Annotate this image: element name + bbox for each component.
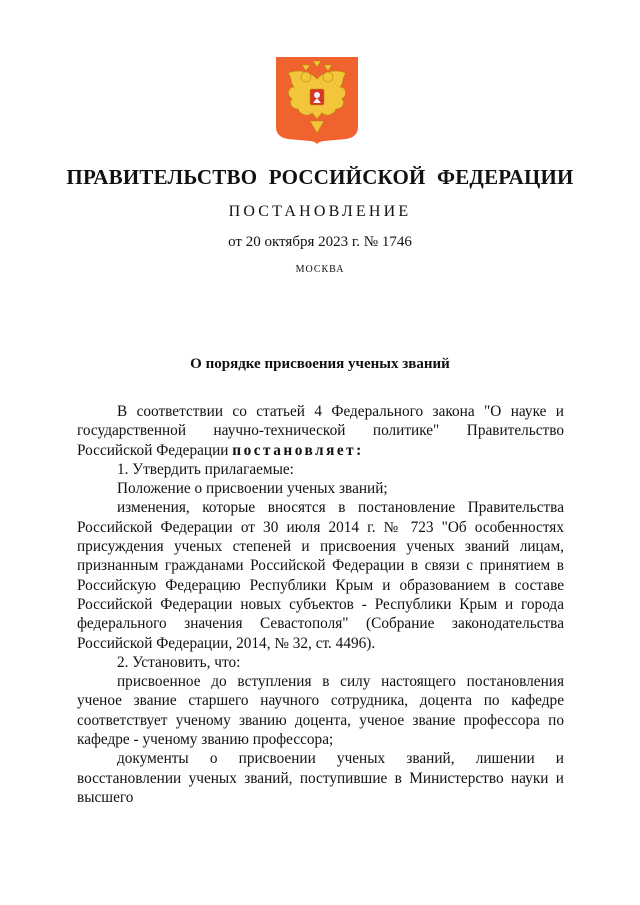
paragraph-item-1: 1. Утвердить прилагаемые:	[117, 460, 294, 478]
paragraph-preamble	[77, 402, 564, 460]
coat-of-arms-icon	[276, 57, 358, 145]
document-subject: О порядке присвоения ученых званий	[190, 356, 450, 372]
government-title: ПРАВИТЕЛЬСТВО РОССИЙСКОЙ ФЕДЕРАЦИИ	[66, 165, 574, 189]
paragraph-item-2: 2. Установить, что:	[117, 653, 241, 671]
paragraph-regulation: Положение о присвоении ученых званий;	[117, 480, 388, 498]
decree-word: постановляет:	[232, 441, 364, 459]
paragraph-documents: документы о присвоении ученых званий, лишении и восстановлении ученых званий, поступившие в Министерство науки и высшего	[77, 750, 564, 806]
document-date-number: от 20 октября 2023 г. № 1746	[228, 234, 412, 250]
preamble-text: В соответствии со статьей 4 Федерального закона "О науке и государственной научно-технической политике" Правительство Российской Федерации	[77, 403, 564, 459]
document-body	[77, 402, 564, 807]
document-type: ПОСТАНОВЛЕНИЕ	[228, 203, 412, 220]
paragraph-titles-equivalence: присвоенное до вступления в силу настоящего постановления ученое звание старшего научного сотрудника, доцента по кафедре соответствует ученому званию доцента, ученое звание профессора по кафедре - ученому званию профессора;	[77, 673, 564, 749]
paragraph-amendments: изменения, которые вносятся в постановление Правительства Российской Федерации от 30 июля 2014 г. № 723 "Об особенностях присуждения ученых степеней и присвоения ученых званий лицам, признанным гражданами Российской Федерации в связи с принятием в Российскую Федерацию Республики Крым и образованием в составе Российской Федерации новых субъектов - Республики Крым и города федерального значения Севастополя" (Собрание законодательства Российской Федерации, 2014, № 32, ст. 4496).	[77, 499, 564, 652]
document-city: МОСКВА	[295, 264, 345, 275]
